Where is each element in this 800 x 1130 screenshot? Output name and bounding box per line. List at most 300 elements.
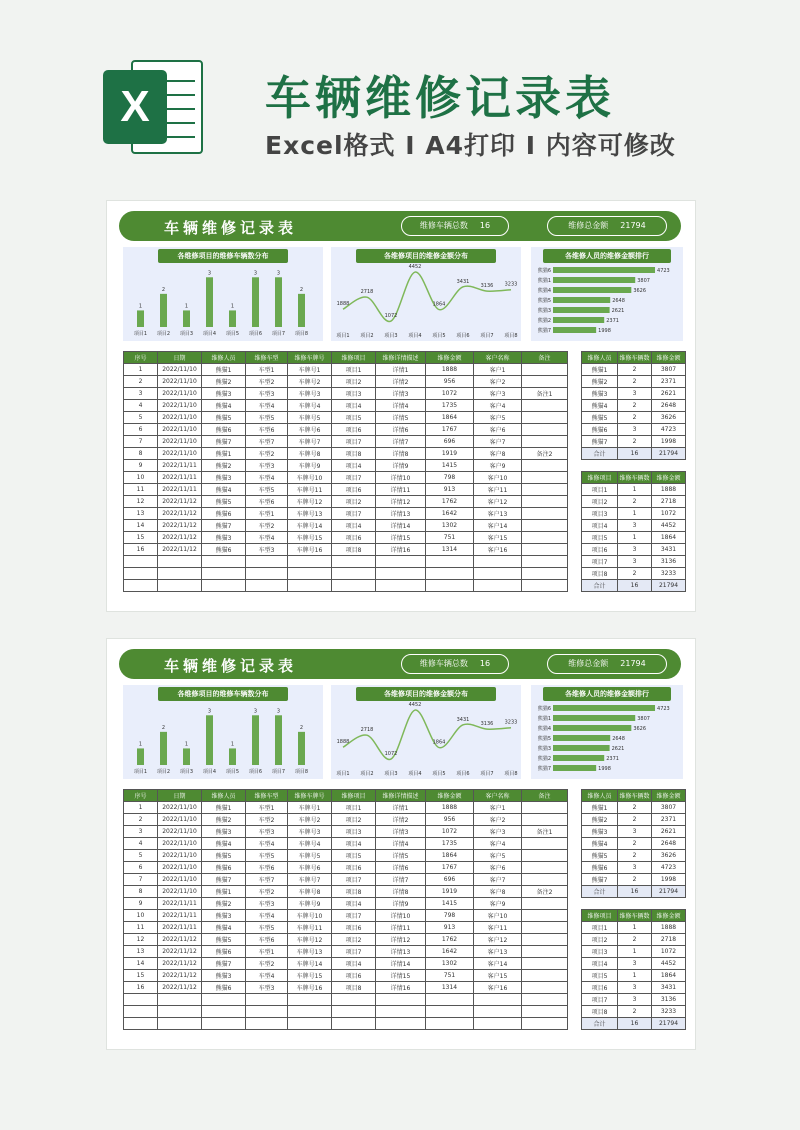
chart-bar [298, 732, 305, 765]
table-cell: 1642 [426, 946, 474, 958]
table-cell [522, 400, 568, 412]
tick-label: 熊猫7 [537, 766, 551, 772]
table-cell: 项目8 [582, 568, 618, 580]
total-row [582, 448, 686, 460]
table-cell [522, 802, 568, 814]
logo-letter: X [103, 70, 167, 144]
table-cell: 详情7 [376, 436, 426, 448]
table-cell: 客户15 [474, 532, 522, 544]
column-header: 维修金额 [426, 352, 474, 364]
tick-label: 项目7 [480, 333, 494, 339]
table-cell: 车牌号13 [288, 508, 332, 520]
table-cell: 客户4 [474, 400, 522, 412]
table-cell: 车型2 [246, 448, 288, 460]
table-cell: 3 [618, 556, 652, 568]
column-header: 维修车型 [246, 352, 288, 364]
table-cell: 3136 [652, 556, 686, 568]
table-cell: 项目1 [332, 802, 376, 814]
table-cell: 2022/11/10 [158, 448, 202, 460]
table-cell: 2022/11/12 [158, 934, 202, 946]
total-cell: 合计 [582, 886, 618, 898]
table-cell: 车牌号12 [288, 496, 332, 508]
table-cell: 1072 [426, 826, 474, 838]
table-cell: 熊猫6 [582, 424, 618, 436]
table-cell: 车型3 [246, 388, 288, 400]
table-cell: 项目4 [582, 958, 618, 970]
table-cell: 14 [124, 958, 158, 970]
table-cell: 2022/11/10 [158, 886, 202, 898]
table-cell: 熊猫3 [202, 532, 246, 544]
table-cell: 熊猫6 [202, 862, 246, 874]
data-label: 3 [276, 270, 281, 277]
table-cell: 熊猫7 [582, 436, 618, 448]
table-cell: 9 [124, 898, 158, 910]
table-cell: 熊猫4 [582, 400, 618, 412]
sheet-title: 车辆维修记录表 [164, 657, 298, 675]
table-cell: 客户14 [474, 520, 522, 532]
table-cell: 详情15 [376, 532, 426, 544]
table-cell: 车型5 [246, 922, 288, 934]
data-label: 1888 [336, 301, 350, 308]
column-header: 备注 [522, 352, 568, 364]
tick-label: 项目2 [156, 331, 171, 337]
table-cell: 客户14 [474, 958, 522, 970]
table-cell: 详情1 [376, 802, 426, 814]
table-cell: 熊猫5 [202, 412, 246, 424]
table-cell: 车型3 [246, 544, 288, 556]
charts-area [123, 247, 683, 341]
table-row [124, 970, 568, 982]
table-row [582, 994, 686, 1006]
table-cell [376, 1018, 426, 1030]
chart-bar [553, 705, 655, 711]
table-cell: 项目6 [582, 982, 618, 994]
data-label: 1072 [384, 751, 398, 758]
table-cell [522, 1006, 568, 1018]
data-label: 1072 [384, 313, 398, 320]
staff-ranking-chart-title: 各维修人员的维修金额排行 [543, 249, 671, 263]
table-cell: 3 [124, 826, 158, 838]
table-cell: 熊猫2 [202, 898, 246, 910]
data-label: 2371 [606, 756, 619, 762]
tick-label: 项目7 [271, 331, 286, 337]
table-cell: 熊猫5 [202, 934, 246, 946]
table-cell [124, 556, 158, 568]
table-row [582, 1006, 686, 1018]
table-cell: 详情2 [376, 376, 426, 388]
table-cell: 车型3 [246, 898, 288, 910]
table-cell: 798 [426, 910, 474, 922]
table-cell: 2 [618, 874, 652, 886]
table-row [582, 568, 686, 580]
table-cell: 2022/11/11 [158, 460, 202, 472]
table-cell: 备注1 [522, 826, 568, 838]
data-label: 3807 [637, 716, 650, 722]
total-cell: 16 [618, 448, 652, 460]
table-cell: 项目2 [582, 496, 618, 508]
data-label: 1 [230, 741, 235, 748]
total-cell: 16 [618, 1018, 652, 1030]
table-cell [124, 1018, 158, 1030]
table-cell: 车牌号5 [288, 412, 332, 424]
table-cell [158, 556, 202, 568]
chart-bar [229, 748, 236, 765]
table-row [124, 460, 568, 472]
total-amount-label: 维修总金额 [568, 221, 609, 230]
data-label: 1998 [598, 328, 611, 334]
table-cell: 熊猫5 [202, 850, 246, 862]
table-cell: 熊猫4 [202, 922, 246, 934]
column-header: 维修金额 [652, 790, 686, 802]
table-cell [522, 1018, 568, 1030]
table-cell [522, 568, 568, 580]
table-cell [522, 910, 568, 922]
data-label: 2648 [612, 736, 625, 742]
table-row [124, 982, 568, 994]
table-cell [426, 568, 474, 580]
table-cell: 车牌号16 [288, 544, 332, 556]
table-cell: 详情5 [376, 412, 426, 424]
column-header: 维修人员 [582, 352, 618, 364]
tick-label: 项目2 [156, 769, 171, 775]
tick-label: 项目6 [456, 771, 470, 777]
table-cell: 项目2 [582, 934, 618, 946]
table-cell: 车牌号16 [288, 982, 332, 994]
table-cell: 2022/11/10 [158, 862, 202, 874]
table-cell: 2022/11/10 [158, 388, 202, 400]
table-cell: 1314 [426, 982, 474, 994]
table-cell [246, 580, 288, 592]
tick-label: 项目1 [336, 771, 350, 777]
table-row [124, 580, 568, 592]
table-cell: 8 [124, 886, 158, 898]
table-cell: 2718 [652, 496, 686, 508]
table-cell: 7 [124, 874, 158, 886]
total-cell: 21794 [652, 1018, 686, 1030]
table-row [124, 412, 568, 424]
table-cell: 2022/11/10 [158, 874, 202, 886]
table-row [124, 934, 568, 946]
table-cell: 13 [124, 946, 158, 958]
table-cell: 熊猫6 [582, 862, 618, 874]
amount-chart-title: 各维修项目的维修金额分布 [356, 687, 496, 701]
vehicle-count-value: 16 [479, 221, 491, 230]
table-cell [202, 580, 246, 592]
sheet-title-band [119, 211, 681, 241]
table-cell: 车牌号7 [288, 874, 332, 886]
table-cell [246, 556, 288, 568]
table-cell: 项目4 [332, 400, 376, 412]
table-cell: 熊猫7 [202, 874, 246, 886]
table-cell: 详情9 [376, 460, 426, 472]
chart-bar [137, 310, 144, 327]
table-cell: 3431 [652, 544, 686, 556]
table-cell: 车型2 [246, 376, 288, 388]
column-header: 维修车辆数 [618, 472, 652, 484]
table-cell [332, 580, 376, 592]
table-cell: 熊猫1 [202, 802, 246, 814]
table-cell: 车牌号11 [288, 484, 332, 496]
table-cell: 项目8 [332, 544, 376, 556]
table-row [124, 544, 568, 556]
table-cell: 2648 [652, 400, 686, 412]
tick-label: 项目5 [432, 771, 446, 777]
tick-label: 项目4 [408, 771, 422, 777]
chart-bar [252, 277, 259, 327]
table-cell [522, 862, 568, 874]
column-header: 维修车辆数 [618, 910, 652, 922]
data-label: 2718 [360, 727, 374, 734]
table-row [582, 862, 686, 874]
table-cell: 2 [124, 814, 158, 826]
table-row [582, 934, 686, 946]
table-cell: 项目6 [332, 424, 376, 436]
table-row [124, 1018, 568, 1030]
table-cell: 8 [124, 448, 158, 460]
data-label: 2 [161, 724, 166, 731]
total-row [582, 580, 686, 592]
table-cell [158, 1018, 202, 1030]
column-header: 维修金额 [652, 910, 686, 922]
table-cell: 熊猫3 [202, 910, 246, 922]
table-cell: 熊猫6 [202, 544, 246, 556]
column-header: 日期 [158, 352, 202, 364]
table-cell [522, 850, 568, 862]
table-cell: 2 [618, 814, 652, 826]
table-cell: 2022/11/11 [158, 922, 202, 934]
table-cell [522, 544, 568, 556]
table-cell: 项目7 [332, 472, 376, 484]
chart-bar [553, 287, 631, 293]
table-row [124, 388, 568, 400]
table-cell [376, 568, 426, 580]
table-cell: 1998 [652, 436, 686, 448]
staff-ranking-chart-title: 各维修人员的维修金额排行 [543, 687, 671, 701]
table-cell: 3136 [652, 994, 686, 1006]
table-cell: 熊猫7 [202, 520, 246, 532]
tick-label: 项目1 [336, 333, 350, 339]
table-cell: 客户2 [474, 814, 522, 826]
table-cell: 详情9 [376, 898, 426, 910]
table-cell [246, 1006, 288, 1018]
column-header: 维修车型 [246, 790, 288, 802]
table-cell: 2 [618, 436, 652, 448]
total-cell: 合计 [582, 1018, 618, 1030]
table-cell: 9 [124, 460, 158, 472]
tick-label: 熊猫3 [537, 746, 551, 752]
table-cell [158, 568, 202, 580]
table-cell [288, 568, 332, 580]
table-cell: 熊猫5 [582, 412, 618, 424]
table-cell: 熊猫5 [202, 496, 246, 508]
table-cell: 2 [618, 1006, 652, 1018]
table-cell: 1 [124, 802, 158, 814]
table-cell [288, 1006, 332, 1018]
table-cell [124, 580, 158, 592]
total-amount-pill [547, 216, 667, 236]
table-cell: 详情15 [376, 970, 426, 982]
table-cell [332, 556, 376, 568]
data-label: 1 [184, 741, 189, 748]
table-cell: 2371 [652, 814, 686, 826]
project-summary-table [581, 471, 686, 592]
table-row [582, 556, 686, 568]
column-header: 维修项目 [582, 472, 618, 484]
table-cell: 项目1 [582, 484, 618, 496]
tick-label: 项目6 [248, 769, 263, 775]
table-cell: 913 [426, 484, 474, 496]
vehicle-count-chart-title: 各维修项目的维修车辆数分布 [158, 249, 288, 263]
table-cell: 车牌号8 [288, 886, 332, 898]
table-cell [522, 508, 568, 520]
table-cell: 熊猫1 [202, 448, 246, 460]
table-cell: 2022/11/10 [158, 826, 202, 838]
vehicle-count-pill [401, 654, 509, 674]
table-cell: 熊猫6 [202, 946, 246, 958]
vehicle-count-chart-panel [123, 247, 323, 341]
table-cell: 车牌号13 [288, 946, 332, 958]
chart-bar [137, 748, 144, 765]
data-label: 4452 [408, 264, 422, 271]
table-cell: 车型6 [246, 496, 288, 508]
table-cell [158, 994, 202, 1006]
table-cell: 项目6 [332, 484, 376, 496]
column-header: 维修人员 [202, 352, 246, 364]
table-cell: 1 [618, 970, 652, 982]
data-label: 2371 [606, 318, 619, 324]
table-cell: 熊猫5 [582, 850, 618, 862]
table-cell [332, 1018, 376, 1030]
table-row [124, 508, 568, 520]
tick-label: 熊猫4 [537, 288, 551, 294]
column-header: 客户名称 [474, 790, 522, 802]
vehicle-count-chart-panel [123, 685, 323, 779]
data-label: 3431 [456, 716, 470, 723]
table-cell [332, 568, 376, 580]
amount-chart-panel [331, 685, 521, 779]
table-cell: 车牌号9 [288, 898, 332, 910]
table-cell: 客户9 [474, 898, 522, 910]
table-cell [202, 994, 246, 1006]
table-cell [202, 1018, 246, 1030]
table-cell: 2022/11/10 [158, 802, 202, 814]
staff-summary-table [581, 351, 686, 460]
table-cell [426, 994, 474, 1006]
table-cell: 车型7 [246, 436, 288, 448]
table-cell [522, 556, 568, 568]
table-cell: 备注1 [522, 388, 568, 400]
table-cell: 熊猫6 [202, 424, 246, 436]
table-cell: 车型1 [246, 508, 288, 520]
table-cell: 6 [124, 862, 158, 874]
table-cell: 15 [124, 970, 158, 982]
table-cell: 车型3 [246, 826, 288, 838]
table-cell: 熊猫3 [202, 826, 246, 838]
chart-bar [553, 327, 596, 333]
table-cell: 项目2 [332, 496, 376, 508]
table-row [124, 922, 568, 934]
column-header: 维修项目 [332, 790, 376, 802]
table-row [582, 532, 686, 544]
table-row [582, 946, 686, 958]
table-cell [202, 556, 246, 568]
table-cell: 客户10 [474, 472, 522, 484]
table-cell: 1 [618, 922, 652, 934]
table-row [124, 436, 568, 448]
chart-bar [229, 310, 236, 327]
table-row [582, 838, 686, 850]
total-row [582, 1018, 686, 1030]
table-cell: 项目6 [332, 970, 376, 982]
staff-ranking-chart-panel [531, 685, 683, 779]
data-label: 1 [184, 303, 189, 310]
table-cell: 车型4 [246, 472, 288, 484]
table-cell: 熊猫1 [582, 802, 618, 814]
data-label: 2621 [611, 308, 625, 314]
table-cell [522, 898, 568, 910]
chart-bar [298, 294, 305, 327]
table-cell: 项目7 [332, 946, 376, 958]
tick-label: 项目3 [384, 771, 398, 777]
table-cell: 1415 [426, 460, 474, 472]
table-cell: 1762 [426, 934, 474, 946]
table-cell: 熊猫3 [582, 388, 618, 400]
tick-label: 项目6 [248, 331, 263, 337]
table-cell [522, 376, 568, 388]
table-cell [426, 1018, 474, 1030]
table-cell: 详情10 [376, 472, 426, 484]
table-cell: 1888 [426, 364, 474, 376]
table-cell: 2621 [652, 388, 686, 400]
chart-bar [553, 317, 604, 323]
table-cell: 熊猫2 [202, 376, 246, 388]
table-cell: 客户4 [474, 838, 522, 850]
table-row [582, 874, 686, 886]
table-row [124, 556, 568, 568]
column-header: 维修车辆数 [618, 352, 652, 364]
table-cell: 2 [618, 802, 652, 814]
table-cell: 2022/11/10 [158, 838, 202, 850]
table-cell: 2022/11/12 [158, 532, 202, 544]
table-cell [474, 580, 522, 592]
table-cell: 车牌号2 [288, 814, 332, 826]
table-cell [376, 580, 426, 592]
table-row [124, 448, 568, 460]
table-cell: 696 [426, 874, 474, 886]
table-row [582, 496, 686, 508]
table-cell: 12 [124, 496, 158, 508]
table-cell [332, 994, 376, 1006]
table-cell: 车型7 [246, 874, 288, 886]
table-cell: 熊猫3 [202, 472, 246, 484]
table-cell: 4723 [652, 862, 686, 874]
table-cell: 4 [124, 838, 158, 850]
vehicle-count-label: 维修车辆总数 [419, 659, 468, 668]
column-header: 维修车辆数 [618, 790, 652, 802]
table-cell: 项目6 [582, 544, 618, 556]
table-cell: 熊猫4 [202, 838, 246, 850]
table-cell: 车牌号10 [288, 910, 332, 922]
table-cell [124, 994, 158, 1006]
table-cell: 1998 [652, 874, 686, 886]
table-cell: 备注2 [522, 448, 568, 460]
chart-bar [206, 277, 213, 327]
data-label: 2648 [612, 298, 625, 304]
page-title: 车辆维修记录表 [265, 71, 615, 125]
table-cell [522, 520, 568, 532]
total-amount-label: 维修总金额 [568, 659, 609, 668]
table-cell: 详情11 [376, 484, 426, 496]
